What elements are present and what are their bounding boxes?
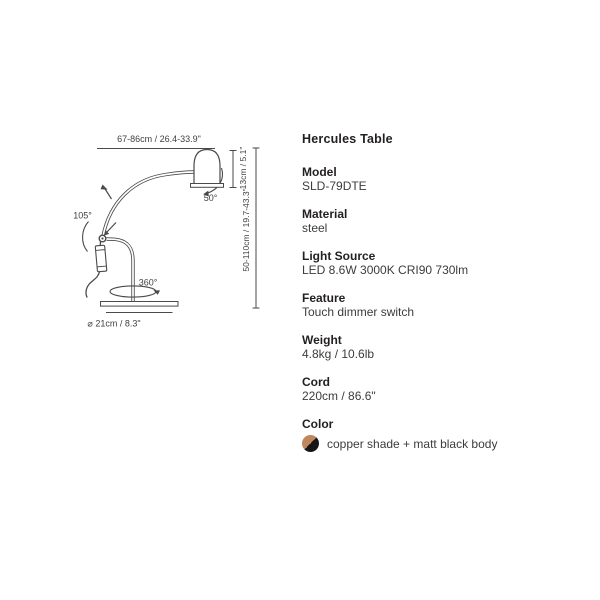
spec-panel (302, 132, 512, 466)
base-diameter-label: ⌀ 21cm / 8.3" (87, 318, 141, 329)
height-range-label: 50-110cm / 19.7-43.3" (241, 188, 251, 272)
base-rotation-label: 360° (138, 277, 158, 288)
lamp-arm (103, 172, 194, 236)
spec-label: Weight (302, 333, 342, 347)
spec-material (302, 207, 512, 235)
power-cord (86, 272, 100, 298)
spec-value: 4.8kg / 10.6lb (302, 347, 375, 361)
spec-cord (302, 375, 512, 403)
color-option-row (302, 435, 512, 452)
color-swatch-icon (302, 435, 319, 452)
head-tilt-label: 50° (203, 193, 218, 203)
lamp-head (191, 150, 224, 188)
pivot-joint (99, 235, 106, 242)
spec-label: Material (302, 207, 348, 221)
spec-color (302, 417, 512, 452)
spec-label: Color (302, 417, 334, 431)
lamp-base (101, 302, 179, 313)
head-height-label: 13cm / 5.1" (238, 146, 248, 190)
spec-weight (302, 333, 512, 361)
spec-model (302, 165, 512, 193)
spec-light-source (302, 249, 512, 277)
width-dimension-label: 67-86cm / 26.4-33.9" (117, 134, 201, 144)
spec-feature (302, 291, 512, 319)
joint-rotation-arc (83, 222, 89, 252)
product-title: Hercules Table (302, 132, 393, 146)
dimmer-handle (95, 241, 107, 272)
joint-rotation-label: 105° (73, 210, 92, 221)
spec-label: Light Source (302, 249, 376, 263)
spec-value: Touch dimmer switch (302, 305, 415, 319)
spec-value: steel (302, 221, 328, 235)
head-height-dimension (230, 147, 249, 190)
spec-value: 220cm / 86.6" (302, 389, 376, 403)
spec-label: Model (302, 165, 337, 179)
color-swatch-description: copper shade + matt black body (327, 436, 498, 451)
arm-motion-arrow-icon (101, 185, 112, 200)
spec-value: LED 8.6W 3000K CRI90 730lm (302, 263, 469, 277)
spec-label: Cord (302, 375, 330, 389)
spec-value: SLD-79DTE (302, 179, 367, 193)
spec-label: Feature (302, 291, 346, 305)
